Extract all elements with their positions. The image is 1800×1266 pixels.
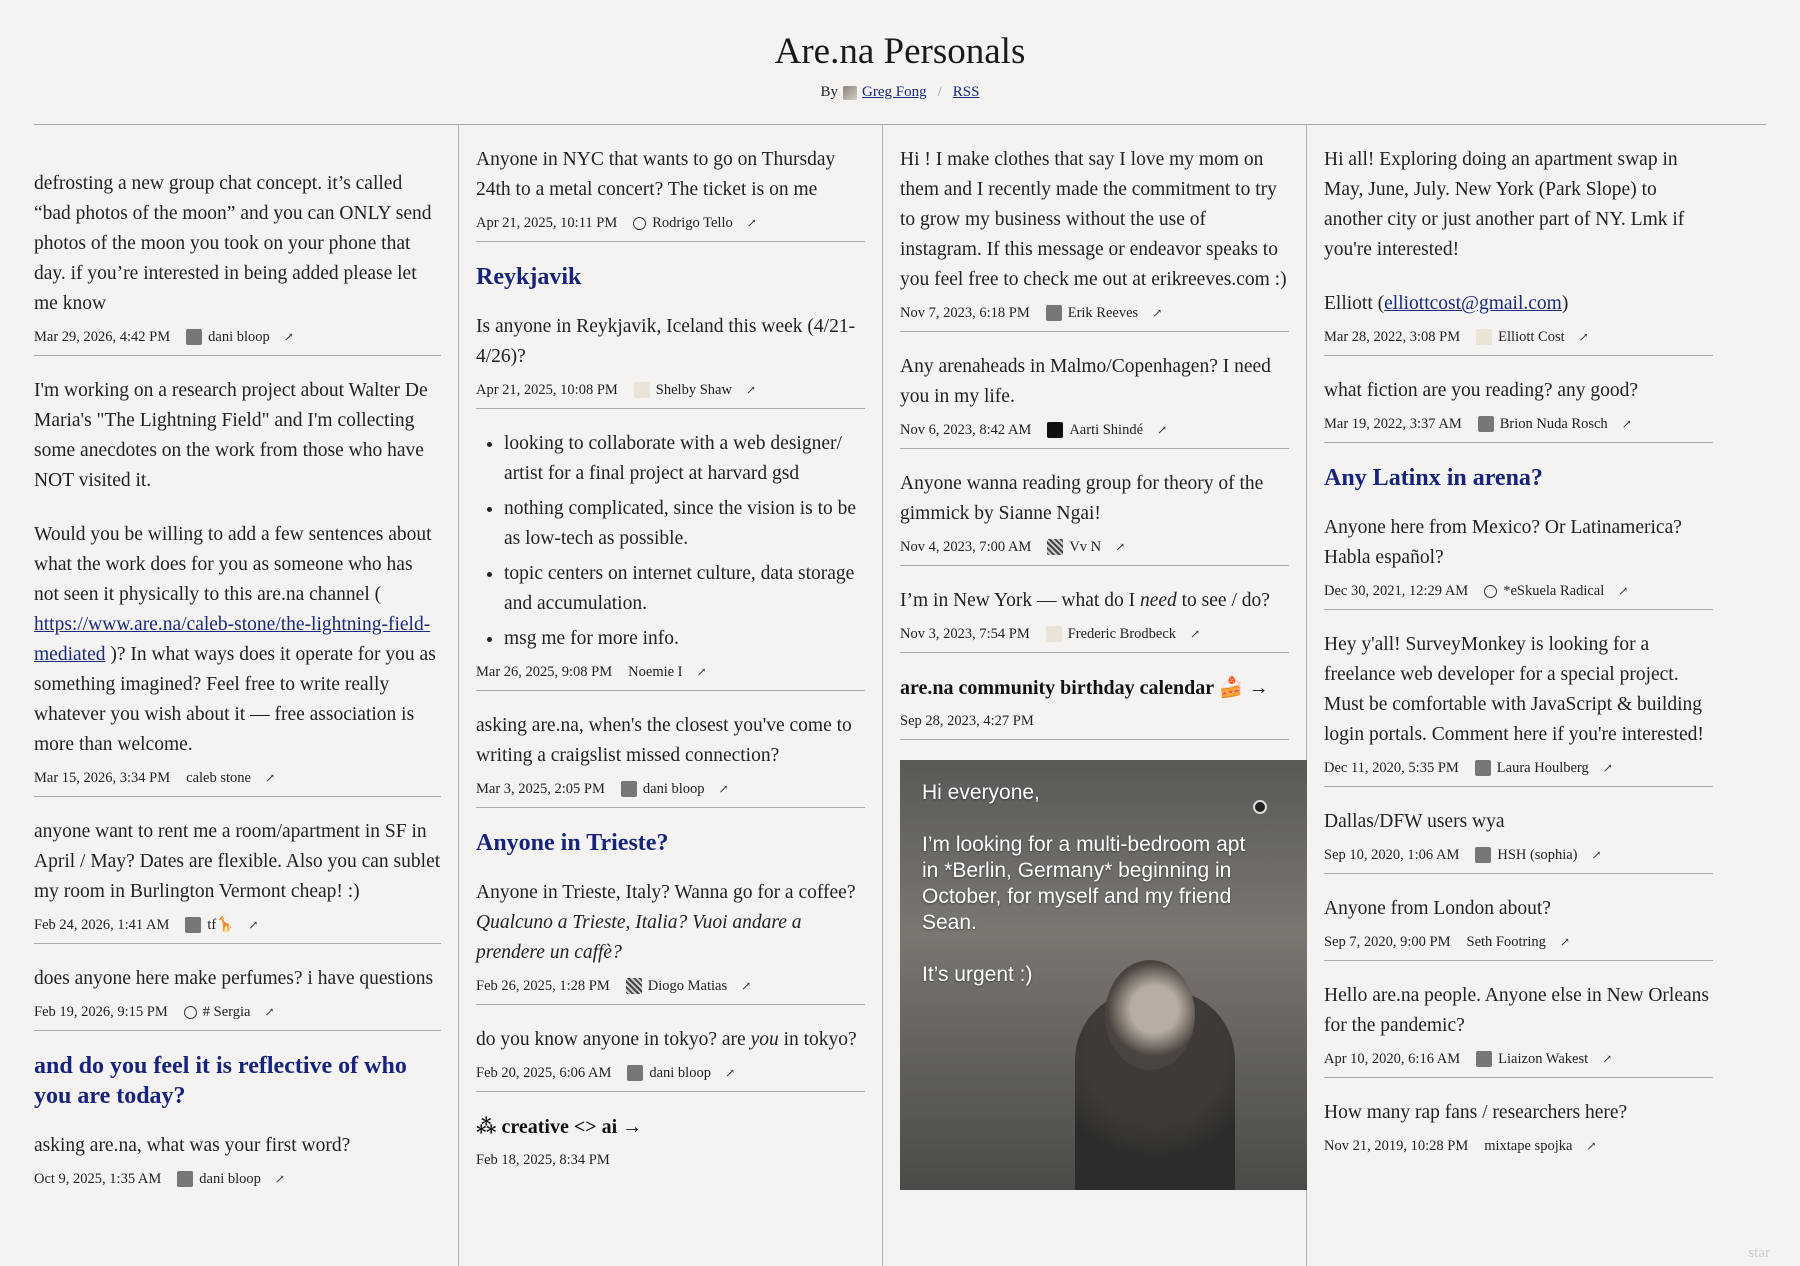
post[interactable] [476,262,865,409]
post-user[interactable]: caleb stone [186,769,251,786]
post-meta [1324,414,1713,434]
corner-label[interactable]: star [1748,1245,1770,1261]
post-meta [476,380,865,400]
external-link-icon[interactable]: ↗ [1559,934,1570,949]
post-meta [1324,327,1713,347]
post-text [476,1025,865,1055]
post-text: How many rap fans / researchers here? [1324,1102,1628,1123]
post[interactable] [1324,894,1713,961]
post-meta [34,1002,441,1022]
byline [0,84,1800,101]
external-link-icon[interactable]: ↗ [1115,539,1126,554]
external-link-icon[interactable]: ↗ [741,978,752,993]
post-text: I'm working on a research project about Walter De Maria's "The Lightning Field" and I'm collecting some anecdotes on the work from those who have NOT visited it. [34,380,428,491]
post[interactable] [34,376,441,797]
post-date[interactable]: Apr 21, 2025, 10:08 PM [476,381,618,398]
post-meta [476,976,865,996]
post-user[interactable]: dani bloop [208,328,270,345]
post-user[interactable]: Liaizon Wakest [1498,1050,1589,1067]
post-text: Hey y'all! SurveyMonkey is looking for a freelance web developer for a special project. Must be comfortable with JavaScript & building login portals. Comment here if you're interested! [1324,634,1704,745]
post[interactable] [476,1112,865,1178]
post-user[interactable]: Erik Reeves [1067,304,1139,321]
post-user[interactable]: tf🦒 [207,917,235,933]
post-date[interactable]: Mar 15, 2026, 3:34 PM [34,769,171,786]
external-link-icon[interactable]: ↗ [696,664,707,679]
post-meta [34,327,441,347]
post-date[interactable]: Mar 3, 2025, 2:05 PM [476,780,605,797]
column-2 [458,125,865,1266]
page-title: Are.na Personals [774,31,1026,72]
post[interactable] [1324,1098,1713,1164]
external-link-icon[interactable]: ↗ [1602,1051,1613,1066]
post[interactable] [1324,630,1713,787]
post-user[interactable]: Frederic Brodbeck [1067,625,1177,642]
post-user[interactable]: Vv N [1069,538,1102,555]
post-user[interactable]: dani bloop [649,1064,711,1081]
external-link-icon[interactable]: ↗ [746,215,757,230]
separator: / [937,84,942,100]
user-avatar [1475,847,1491,863]
post-text-emphasis: need [1139,590,1177,611]
post[interactable] [1324,463,1713,610]
post-text-part: Would you be willing to add a few sentences about what the work does for you as someone who has not seen it physically to this are.na channel ( [34,524,432,605]
post-user[interactable]: dani bloop [642,780,705,797]
post[interactable] [1324,807,1713,874]
page-header [0,0,1800,100]
post-date[interactable]: Feb 26, 2025, 1:28 PM [476,977,610,994]
post-date[interactable]: Mar 28, 2022, 3:08 PM [1324,328,1461,345]
user-avatar [626,978,642,994]
post-meta [900,711,1289,731]
user-avatar [1046,626,1062,642]
post-user[interactable]: *eSkuela Radical [1503,582,1605,599]
post-headline[interactable]: and do you feel it is reflective of who you are today? [34,1053,407,1109]
post-meta [1324,758,1713,778]
post-user[interactable]: mixtape spojka [1484,1137,1573,1154]
post-date[interactable]: Feb 24, 2026, 1:41 AM [34,916,170,933]
list-item: • msg me for more info. [504,624,865,654]
post-date[interactable]: Dec 11, 2020, 5:35 PM [1324,759,1459,776]
list-item: • topic centers on internet culture, data storage and accumulation. [504,559,865,619]
post-date[interactable]: Mar 29, 2026, 4:42 PM [34,328,171,345]
post-text: Anyone wanna reading group for theory of the gimmick by Sianne Ngai! [900,473,1264,524]
external-link-icon[interactable]: ↗ [248,917,259,932]
post-text: Is anyone in Reykjavik, Iceland this week (4/21-4/26)? [476,316,856,367]
post-text: does anyone here make perfumes? i have questions [34,968,434,989]
post[interactable] [900,352,1289,449]
post-meta [900,420,1289,440]
user-avatar [184,1006,197,1019]
post[interactable] [1324,376,1713,443]
post-meta [34,1169,441,1189]
post[interactable] [1324,145,1713,356]
post-date[interactable]: Oct 9, 2025, 1:35 AM [34,1170,162,1187]
post-meta [34,768,441,788]
user-avatar [627,1065,643,1081]
post[interactable] [900,586,1289,653]
image-caption: Hi everyone, I’m looking for a multi-bedroom apt in *Berlin, Germany* beginning in October, for myself and my friend Sean. It’s urgent :) [922,781,1246,986]
email-link[interactable]: elliottcost@gmail.com [1384,293,1562,314]
external-link-icon[interactable]: ↗ [264,770,276,785]
post-date[interactable]: Mar 26, 2025, 9:08 PM [476,663,613,680]
post-text: Anyone from London about? [1324,898,1551,919]
post-user[interactable]: Laura Houlberg [1496,759,1589,776]
post-text-part: in tokyo? [778,1029,857,1050]
post-text: what fiction are you reading? any good? [1324,380,1639,401]
external-link-icon[interactable]: ↗ [1152,305,1163,320]
user-avatar [633,217,646,230]
post-date[interactable]: Apr 10, 2020, 6:16 AM [1324,1050,1461,1067]
post-text-part: do you know anyone in tokyo? are [476,1029,751,1050]
post-text: asking are.na, when's the closest you've come to writing a craigslist missed connection? [476,715,852,766]
post-text-part: )? In what ways does it operate for you as something imagined? Feel free to write really whatever you wish about it — free association is more than welcome. [34,644,436,755]
post-bullet-list [476,429,865,654]
external-link-icon[interactable]: ↗ [724,1065,736,1080]
post-text-part: Anyone in Trieste, Italy? Wanna go for a coffee? [476,882,856,903]
post-text: Anyone in NYC that wants to go on Thursday 24th to a metal concert? The ticket is on me [476,149,836,200]
post[interactable] [34,817,441,944]
post-text: Hi ! I make clothes that say I love my mom on them and I recently made the commitment to try to grow my business without the use of instagram. If this message or endeavor speaks to you feel free to check me out at erikreeves.com :) [900,149,1287,290]
post-text: defrosting a new group chat concept. it’s called “bad photos of the moon” and you can ONLY send photos of the moon you took on your phone that day. if you’re interested in being added please let me know [34,173,432,314]
user-avatar [177,1171,193,1187]
post-date[interactable]: Nov 3, 2023, 7:54 PM [900,625,1030,642]
post-date[interactable]: Sep 7, 2020, 9:00 PM [1324,933,1451,950]
user-avatar [185,917,201,933]
list-item: • looking to collaborate with a web designer/ artist for a final project at harvard gsd [504,429,865,489]
post-meta [476,662,865,682]
user-avatar [1475,760,1491,776]
post-user[interactable]: Shelby Shaw [655,381,732,398]
column-4 [1306,125,1713,1266]
post-image[interactable] [900,760,1307,1190]
post[interactable] [34,169,441,356]
external-link-icon[interactable]: ↗ [718,781,729,796]
post-meta [34,915,441,935]
post-date[interactable]: Apr 21, 2025, 10:11 PM [476,214,618,231]
post-meta [476,213,865,233]
external-link-icon[interactable]: ↗ [1157,422,1168,437]
rss-link[interactable]: RSS [952,84,980,100]
external-link-icon[interactable]: ↗ [1591,847,1602,862]
user-avatar [634,382,650,398]
user-avatar [1484,585,1497,598]
post-text: anyone want to rent me a room/apartment in SF in April / May? Dates are flexible. Also you can sublet my room in Burlington Vermont cheap! :) [34,821,441,902]
channel-link[interactable]: https://www.are.na/caleb-stone/the-lightning-field-mediated [34,614,431,665]
post[interactable] [476,1025,865,1092]
user-avatar [1047,539,1063,555]
post-date[interactable]: Mar 19, 2022, 3:37 AM [1324,415,1462,432]
post-meta [1324,581,1713,601]
post-text: Hello are.na people. Anyone else in New Orleans for the pandemic? [1324,985,1709,1036]
external-link-icon[interactable]: ↗ [1190,626,1201,641]
user-avatar [1046,305,1062,321]
post[interactable] [476,828,865,1005]
post-text-part: Elliott ( [1324,293,1385,314]
post-date[interactable]: Sep 10, 2020, 1:06 AM [1324,846,1460,863]
post[interactable] [900,469,1289,566]
external-link-icon[interactable]: ↗ [1621,416,1632,431]
post-headline[interactable]: Reykjavik [476,264,582,290]
post-user[interactable]: # Sergia [202,1003,251,1020]
channel-title-link[interactable]: are.na community birthday calendar 🍰 → [900,677,1269,699]
post-date[interactable]: Nov 4, 2023, 7:00 AM [900,538,1032,555]
post-text-part: ) [1561,293,1569,314]
posts-grid [34,125,1766,1266]
external-link-icon[interactable]: ↗ [1586,1138,1597,1153]
post-text: Dallas/DFW users wya [1324,811,1505,832]
post-text [476,878,865,968]
external-link-icon[interactable]: ↗ [283,329,294,344]
post-user[interactable]: Rodrigo Tello [652,214,733,231]
user-avatar [1478,416,1494,432]
post-meta [1324,932,1713,952]
post-text-part: I’m in New York — what do I [900,590,1140,611]
post-date[interactable]: Feb 20, 2025, 6:06 AM [476,1064,612,1081]
post-meta [1324,1049,1713,1069]
post[interactable] [900,673,1289,740]
post-date[interactable]: Feb 19, 2026, 9:15 PM [34,1003,168,1020]
post-signature [1324,289,1713,319]
by-label: By [820,84,839,100]
post-headline[interactable]: Anyone in Trieste? [476,830,669,856]
user-avatar [186,329,202,345]
post-text: Anyone here from Mexico? Or Latinamerica? Habla español? [1324,517,1682,568]
post-user[interactable]: HSH (sophia) [1497,846,1578,863]
post-text-part: to see / do? [1176,590,1270,611]
post[interactable] [476,429,865,691]
post-date[interactable]: Dec 30, 2021, 12:29 AM [1324,582,1469,599]
post-user[interactable]: Aarti Shindé [1069,421,1144,438]
post[interactable] [34,1051,441,1197]
post-text: Any arenaheads in Malmo/Copenhagen? I need you in my life. [900,356,1271,407]
user-avatar [1047,422,1063,438]
author-link[interactable]: Greg Fong [862,84,927,100]
user-avatar [1476,329,1492,345]
user-avatar [1476,1051,1492,1067]
post-text: Hi all! Exploring doing an apartment swap in May, June, July. New York (Park Slope) to another city or just another part of NY. Lmk if you're interested! [1324,149,1685,260]
post-user[interactable]: Brion Nuda Rosch [1499,415,1608,432]
post-headline[interactable]: Any Latinx in arena? [1324,465,1543,491]
post-user[interactable]: Seth Footring [1466,933,1546,950]
external-link-icon[interactable]: ↗ [1602,760,1613,775]
column-1 [34,125,441,1266]
post-text-emphasis: you [750,1029,779,1050]
post-date[interactable]: Feb 18, 2025, 8:34 PM [476,1151,610,1168]
post-user[interactable]: Elliott Cost [1498,328,1565,345]
post-meta [476,1150,865,1170]
user-avatar [621,781,637,797]
post[interactable] [900,145,1289,332]
post-meta [900,624,1289,644]
post[interactable] [34,964,441,1031]
channel-title-link[interactable]: ⁂ creative <> ai → [476,1116,643,1138]
external-link-icon[interactable]: ↗ [274,1171,285,1186]
list-item: • nothing complicated, since the vision is to be as low-tech as possible. [504,494,865,554]
post-meta [476,1063,865,1083]
post-text [900,586,1289,616]
post[interactable] [476,711,865,808]
author-avatar [843,86,857,100]
column-3 [882,125,1289,1266]
external-link-icon[interactable]: ↗ [1618,583,1629,598]
post-text [34,520,441,760]
post-meta [1324,1136,1713,1156]
post-meta [900,537,1289,557]
external-link-icon[interactable]: ↗ [745,382,756,397]
post[interactable] [1324,981,1713,1078]
external-link-icon[interactable]: ↗ [1578,329,1589,344]
post-user[interactable]: dani bloop [199,1170,261,1187]
post-text-italic: Qualcuno a Trieste, Italia? Vuoi andare a prendere un caffè? [476,912,802,963]
post-date[interactable]: Nov 7, 2023, 6:18 PM [900,304,1030,321]
post-user[interactable]: Noemie I [628,663,683,680]
external-link-icon[interactable]: ↗ [264,1004,275,1019]
post-meta [476,779,865,799]
post-meta [1324,845,1713,865]
post-date[interactable]: Sep 28, 2023, 4:27 PM [900,712,1034,729]
post-date[interactable]: Nov 6, 2023, 8:42 AM [900,421,1032,438]
post[interactable] [476,145,865,242]
post-user[interactable]: Diogo Matias [647,977,728,994]
post-text: asking are.na, what was your first word? [34,1135,351,1156]
post-date[interactable]: Nov 21, 2019, 10:28 PM [1324,1137,1469,1154]
post-meta [900,303,1289,323]
